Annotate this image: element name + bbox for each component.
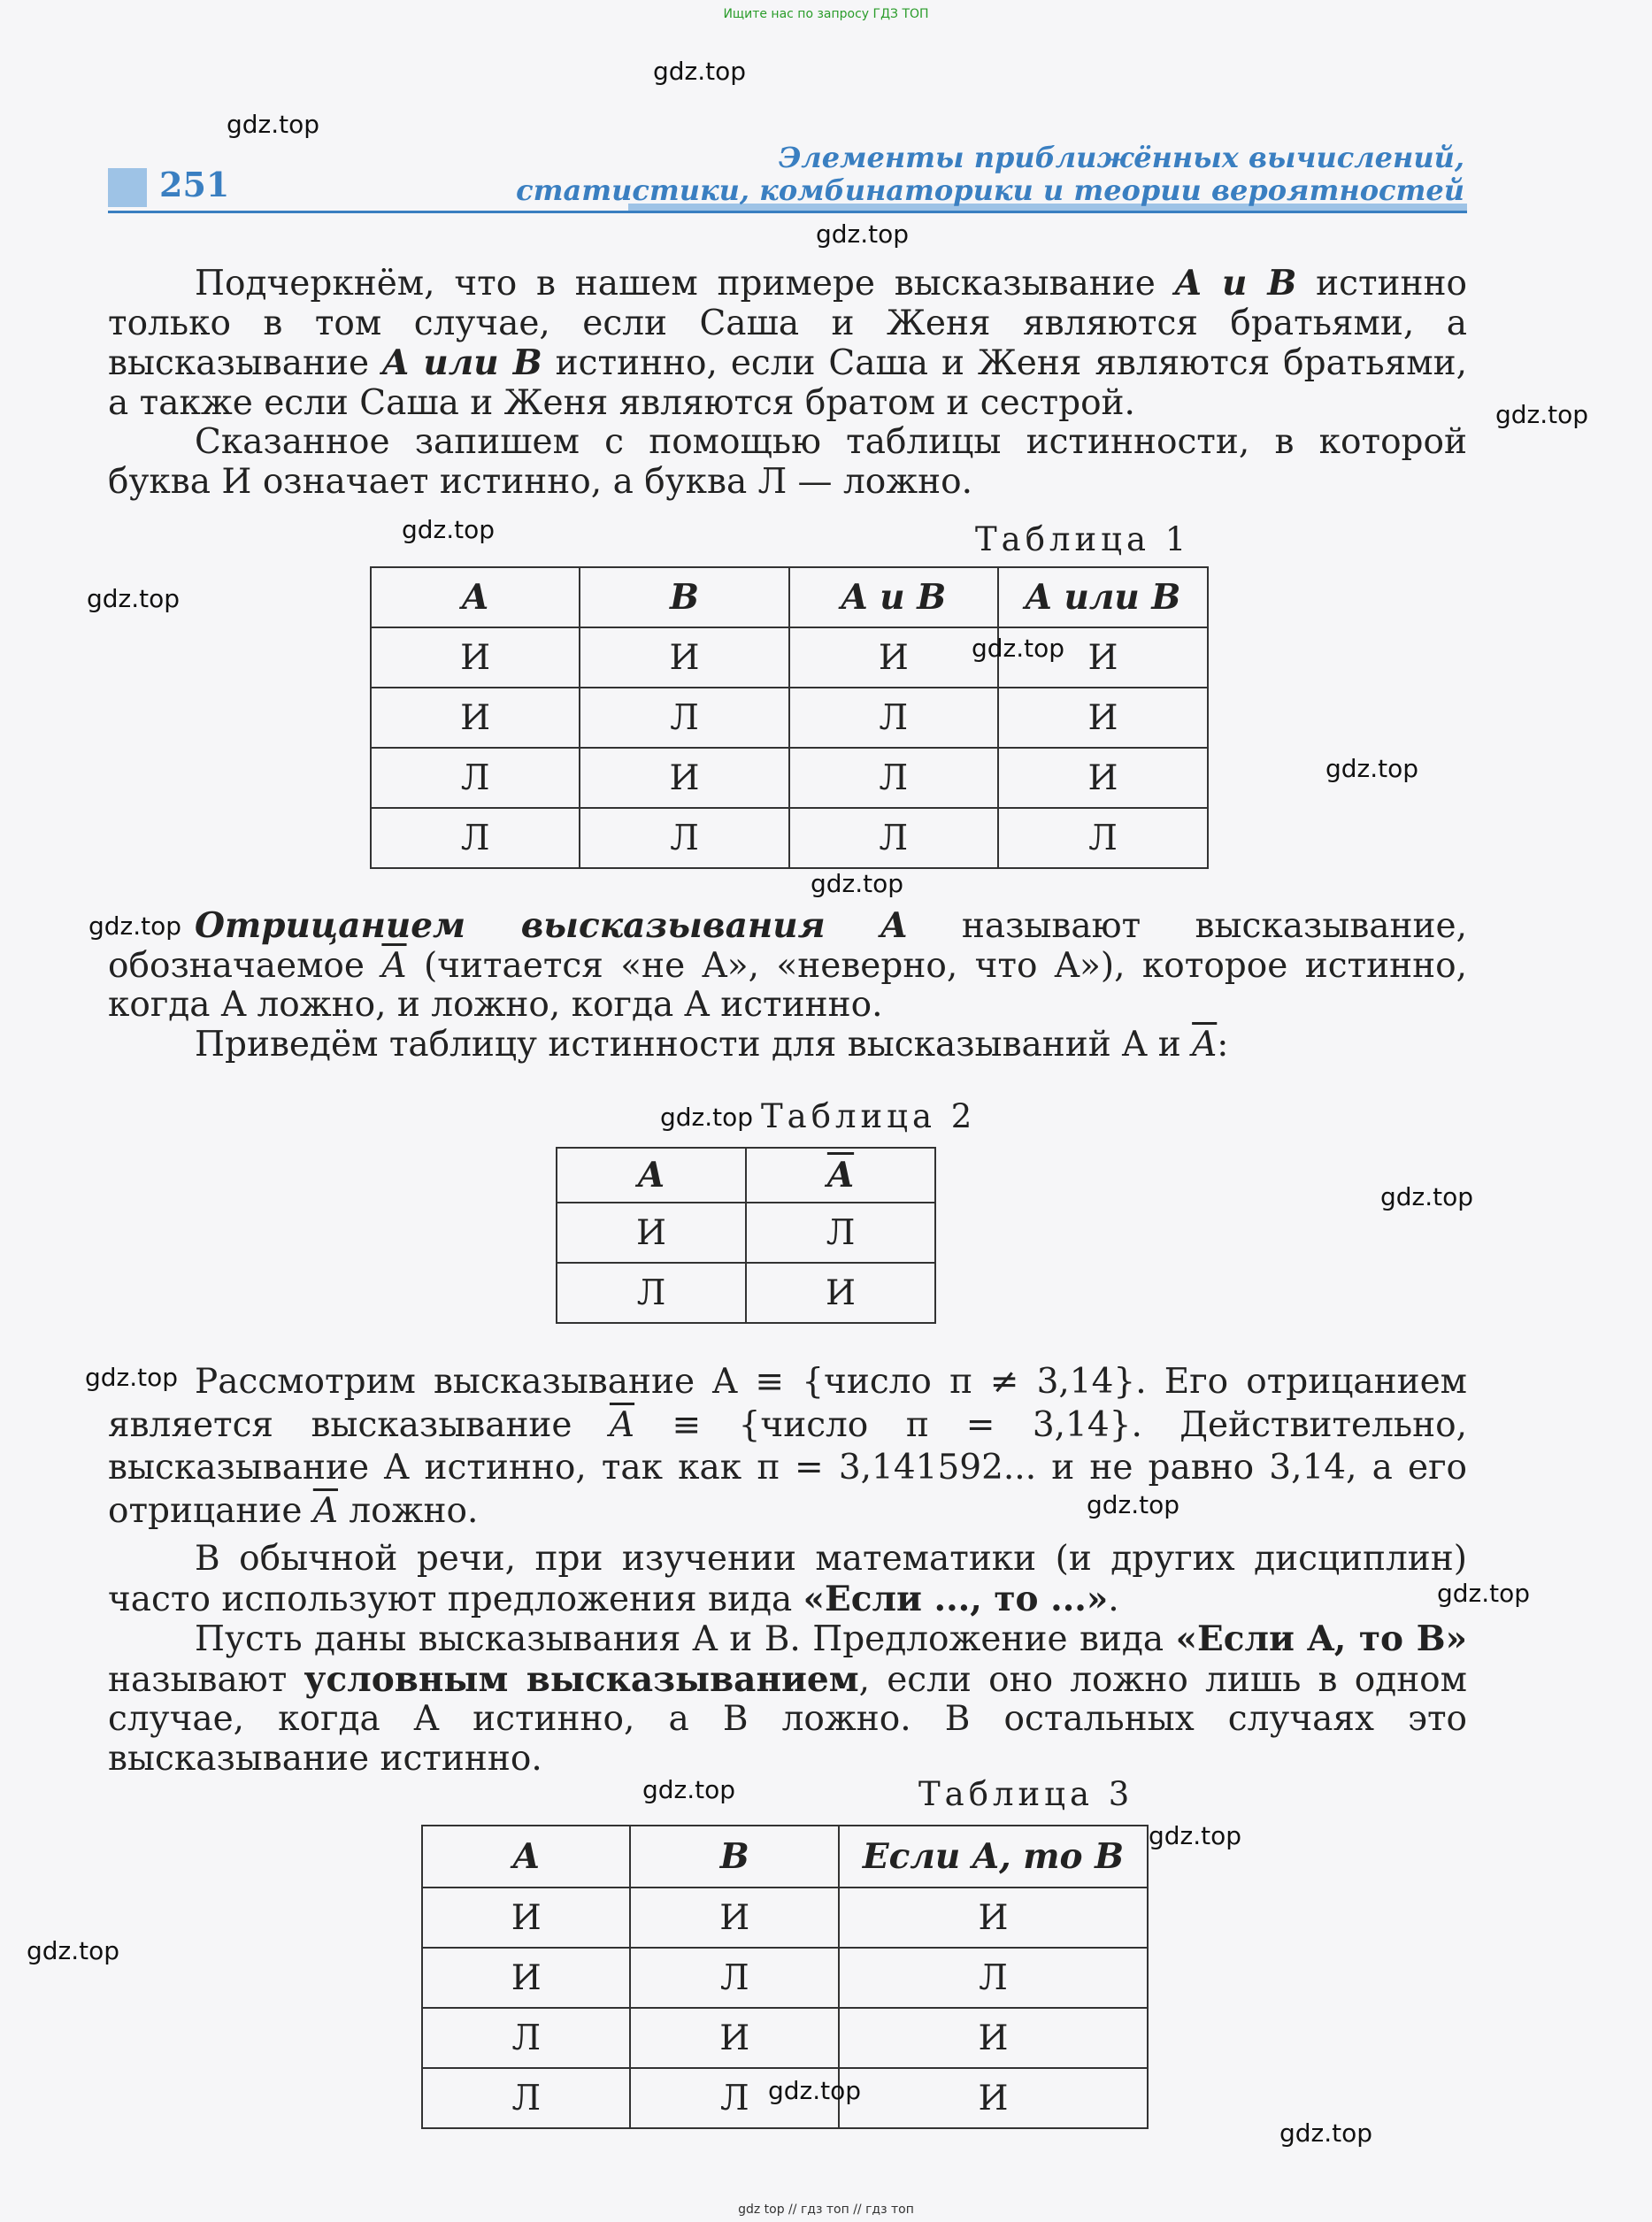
- table-cell: И: [422, 1888, 630, 1948]
- watermark: gdz.top: [660, 1103, 754, 1132]
- table-row: [422, 1948, 1148, 2008]
- a-bar-symbol: $\overline{A}$: [609, 1404, 635, 1445]
- t1-header-a: A: [371, 567, 580, 627]
- para5-text2: ≡ {число π = 3,14}. Действительно, высказывание A истинно, так как π = 3,141592... и не равно 3,14, а его отрицание: [108, 1404, 1467, 1531]
- table1-caption: Таблица 1: [975, 520, 1191, 558]
- table-row: [422, 1888, 1148, 1948]
- watermark: gdz.top: [87, 584, 181, 613]
- watermark: gdz.top: [88, 911, 182, 941]
- a-bar-symbol: $\overline{A}$: [312, 1490, 338, 1531]
- table-cell: Л: [422, 2008, 630, 2068]
- table-cell: Л: [580, 808, 788, 868]
- watermark: gdz.top: [972, 634, 1065, 663]
- para6-text2: .: [1108, 1579, 1119, 1619]
- watermark: gdz.top: [768, 2076, 862, 2105]
- table-cell: И: [371, 688, 580, 748]
- table-cell: Л: [746, 1203, 935, 1263]
- t1-header-a-or-b: A или B: [998, 567, 1208, 627]
- para1-a-and-b: A и B: [1174, 263, 1297, 304]
- t1-header-b: B: [580, 567, 788, 627]
- t3-header-if-a-then-b: Если A, то B: [839, 1826, 1148, 1888]
- para6-text1: В обычной речи, при изучении математики (и других дисциплин) часто используют предложения вида: [108, 1539, 1467, 1619]
- para7-text3: , если оно ложно лишь в одном случае, когда A истинно, а B ложно. В остальных случаях это высказывание истинно.: [108, 1659, 1467, 1779]
- page-number: 251: [159, 165, 230, 204]
- para4-text2: :: [1217, 1024, 1229, 1065]
- watermark: gdz.top: [1279, 2118, 1373, 2148]
- para1-a-or-b: A или B: [381, 342, 542, 383]
- a-bar-symbol: $\overline{A}$: [381, 945, 407, 986]
- table-cell: И: [557, 1203, 746, 1263]
- para5-text1: Рассмотрим высказывание A ≡ {число π ≠ 3,14}. Его отрицанием является высказывание: [108, 1362, 1467, 1445]
- a-bar-symbol: $\overline{A}$: [1192, 1024, 1218, 1065]
- watermark: gdz.top: [816, 219, 910, 249]
- table-cell: Л: [789, 688, 998, 748]
- bottom-banner: gdz top // гдз топ // гдз топ: [738, 2203, 914, 2217]
- watermark: gdz.top: [85, 1363, 179, 1392]
- watermark: gdz.top: [1437, 1579, 1531, 1608]
- watermark: gdz.top: [27, 1936, 120, 1965]
- header-title-line1: Элементы приближённых вычислений,: [778, 141, 1464, 174]
- paragraph-conditional: [108, 1540, 1467, 1779]
- header-title-line2: статистики, комбинаторики и теории вероятностей: [516, 173, 1464, 207]
- table-row: [371, 688, 1208, 748]
- table-cell: Л: [839, 1948, 1148, 2008]
- truth-table-1: [370, 566, 1209, 869]
- table-row: [371, 627, 1208, 688]
- header-rule: [108, 211, 1467, 213]
- table-cell: Л: [630, 2068, 838, 2128]
- watermark: gdz.top: [1325, 754, 1419, 783]
- table-cell: Л: [557, 1263, 746, 1323]
- table-cell: И: [839, 1888, 1148, 1948]
- term-negation: Отрицанием высказывания A: [195, 905, 908, 946]
- table-cell: И: [839, 2008, 1148, 2068]
- table-cell: Л: [630, 1948, 838, 2008]
- table-cell: Л: [371, 748, 580, 808]
- running-header: [516, 142, 1464, 207]
- table-cell: Л: [998, 808, 1208, 868]
- table-cell: И: [998, 627, 1208, 688]
- para1-text3: истинно, если Саша и Женя являются братьями, а также если Саша и Женя являются братом и сестрой.: [108, 343, 1467, 423]
- top-banner: Ищите нас по запросу ГДЗ ТОП: [723, 7, 929, 21]
- watermark: gdz.top: [1380, 1182, 1474, 1211]
- table-row: [371, 808, 1208, 868]
- para4-text1: Приведём таблицу истинности для высказываний A и: [195, 1024, 1193, 1065]
- table-row: [371, 748, 1208, 808]
- para5-text3: ложно.: [337, 1490, 479, 1531]
- t3-header-a: A: [422, 1826, 630, 1888]
- table-cell: И: [998, 748, 1208, 808]
- table-cell: Л: [789, 808, 998, 868]
- watermark: gdz.top: [653, 57, 747, 86]
- watermark: gdz.top: [227, 110, 320, 139]
- table-cell: И: [422, 1948, 630, 2008]
- table-cell: И: [371, 627, 580, 688]
- paragraph-negation-definition: [108, 906, 1467, 1065]
- watermark: gdz.top: [1149, 1821, 1242, 1850]
- page-number-marker: [108, 168, 147, 207]
- table-row: [422, 2008, 1148, 2068]
- table-cell: И: [580, 748, 788, 808]
- table-cell: И: [630, 2008, 838, 2068]
- t2-header-a: A: [557, 1148, 746, 1203]
- table-cell: И: [998, 688, 1208, 748]
- t2-header-a-bar: $\overline{A}$: [746, 1148, 935, 1203]
- table-cell: И: [746, 1263, 935, 1323]
- watermark: gdz.top: [1087, 1490, 1180, 1519]
- para7-text2: называют: [108, 1659, 304, 1700]
- watermark: gdz.top: [642, 1775, 736, 1804]
- truth-table-2: [556, 1147, 936, 1324]
- table-cell: Л: [371, 808, 580, 868]
- if-then-phrase: «Если ..., то ...»: [803, 1578, 1109, 1619]
- table3-caption: Таблица 3: [918, 1775, 1134, 1813]
- para1-text1: Подчеркнём, что в нашем примере высказывание: [195, 264, 1175, 304]
- t1-header-a-and-b: A и B: [789, 567, 998, 627]
- table-cell: Л: [422, 2068, 630, 2128]
- table2-caption: Таблица 2: [761, 1097, 977, 1135]
- para1-text2: истинно только в том случае, если Саша и Женя являются братьями, а высказывание: [108, 264, 1468, 383]
- table-cell: Л: [789, 748, 998, 808]
- para3-text2: (читается «не A», «неверно, что A»), которое истинно, когда A ложно, и ложно, когда A истинно.: [108, 945, 1467, 1025]
- paragraph-truth-table-intro: Сказанное запишем с помощью таблицы истинности, в которой буква И означает истинно, а буква Л — ложно.: [108, 422, 1467, 502]
- para3-text1: называют высказывание, обозначаемое: [108, 906, 1467, 986]
- watermark: gdz.top: [811, 869, 904, 898]
- paragraph-conjunction: [108, 264, 1467, 502]
- table-row: [557, 1203, 935, 1263]
- table-cell: И: [580, 627, 788, 688]
- watermark: gdz.top: [1495, 400, 1589, 429]
- t3-header-b: B: [630, 1826, 838, 1888]
- table-cell: Л: [580, 688, 788, 748]
- term-conditional-statement: условным высказыванием: [304, 1658, 859, 1700]
- table-cell: И: [839, 2068, 1148, 2128]
- if-a-then-b-phrase: «Если A, то B»: [1175, 1618, 1468, 1659]
- paragraph-pi-example: [108, 1361, 1467, 1533]
- para7-text1: Пусть даны высказывания A и B. Предложение вида: [195, 1619, 1176, 1659]
- watermark: gdz.top: [402, 515, 496, 544]
- table-cell: И: [789, 627, 998, 688]
- table-row: [557, 1263, 935, 1323]
- table-cell: И: [630, 1888, 838, 1948]
